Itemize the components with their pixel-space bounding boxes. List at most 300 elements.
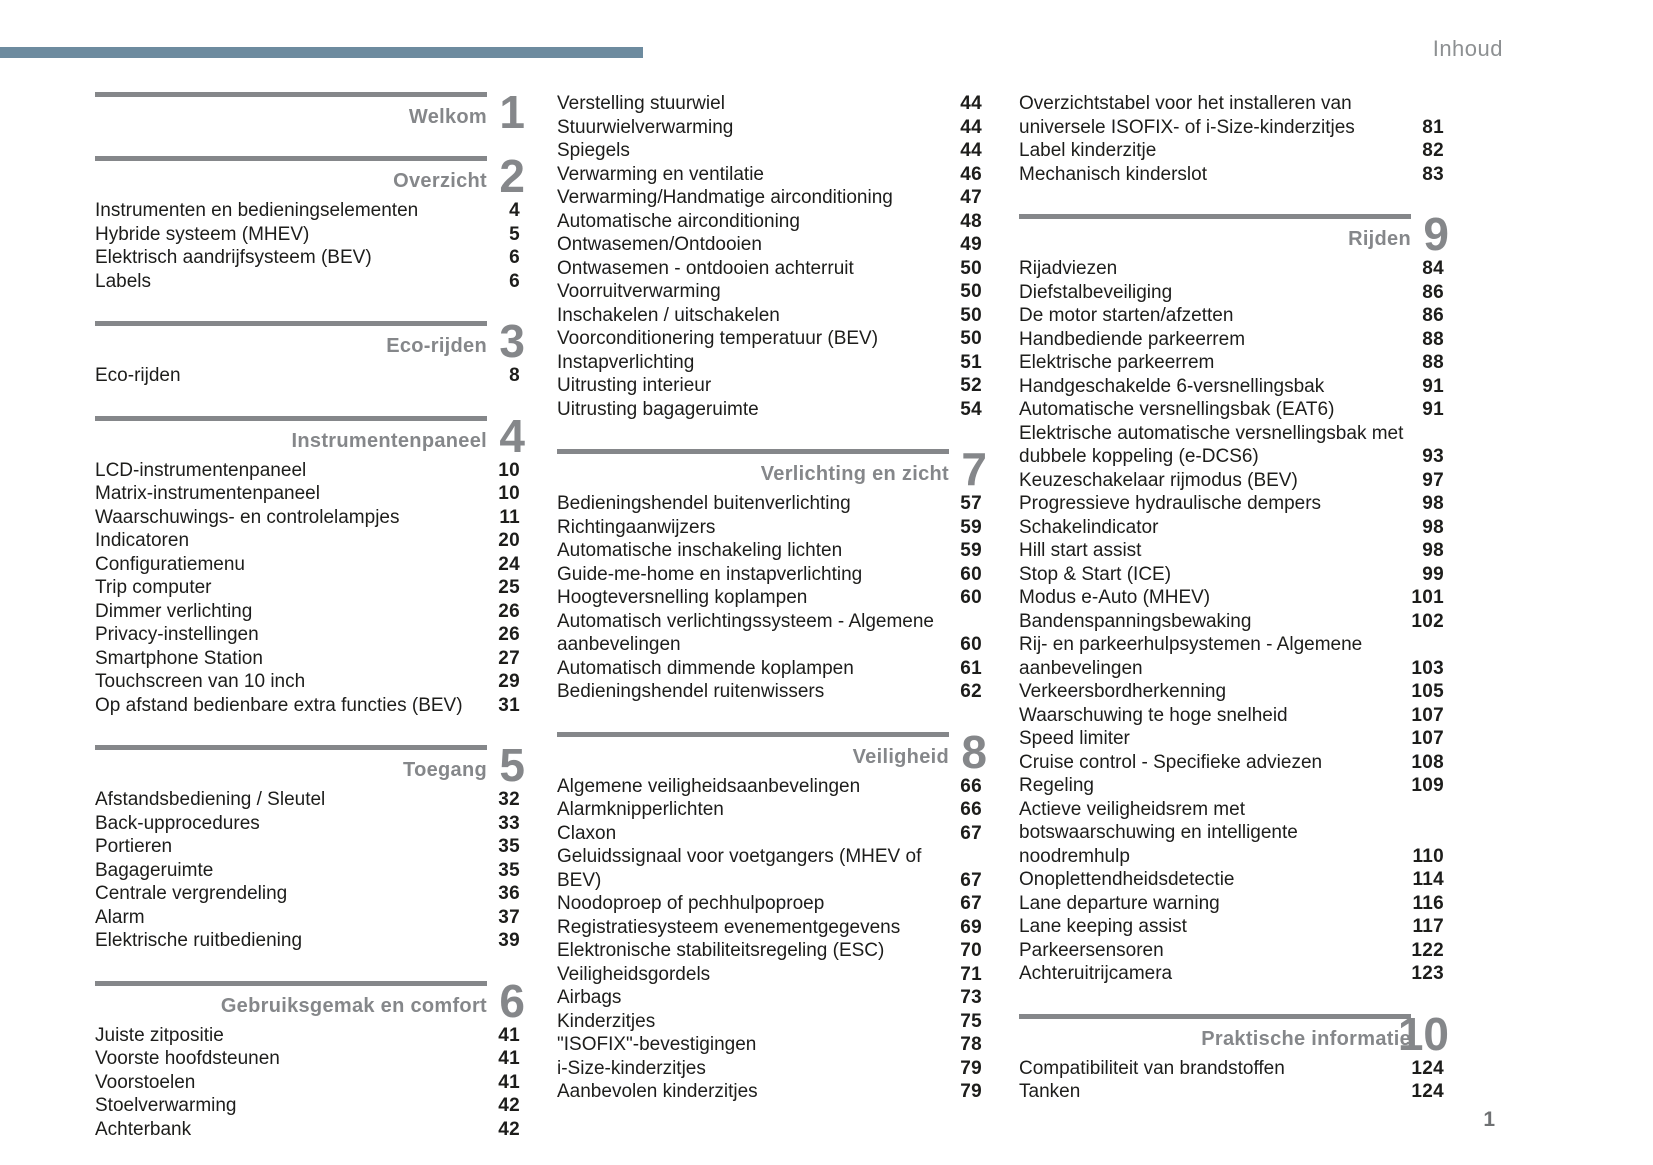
toc-item-label: Hoogteversnelling koplampen — [557, 587, 808, 608]
section-number: 9 — [1423, 208, 1449, 260]
section-item-list — [1019, 1057, 1444, 1104]
section-number: 8 — [961, 725, 987, 778]
toc-column-2 — [557, 92, 987, 1104]
toc-item[interactable] — [557, 986, 982, 1010]
toc-item[interactable] — [557, 775, 982, 799]
toc-item-page: 79 — [960, 1057, 982, 1079]
toc-item[interactable] — [95, 882, 520, 906]
toc-item-label: Actieve veiligheidsrem met botswaarschuwing en intelligente noodremhulp — [1019, 798, 1298, 867]
toc-item-page: 88 — [1422, 352, 1444, 373]
toc-item-page: 5 — [509, 223, 520, 245]
toc-item[interactable] — [1019, 422, 1444, 469]
section-item-list — [1019, 92, 1444, 186]
toc-section-continuation — [557, 92, 982, 421]
toc-item[interactable] — [1019, 163, 1444, 187]
toc-item[interactable] — [1019, 915, 1444, 939]
section-number: 7 — [961, 443, 987, 495]
section-header — [1019, 1007, 1449, 1060]
toc-item[interactable] — [1019, 539, 1444, 563]
toc-item-label: Verkeersbordherkenning — [1019, 681, 1227, 702]
toc-item-page: 49 — [960, 234, 982, 255]
toc-item-label: Aanbevolen kinderzitjes — [557, 1081, 758, 1102]
toc-item-page: 98 — [1422, 493, 1444, 514]
toc-item-label: Label kinderzitje — [1019, 140, 1157, 161]
toc-item[interactable] — [557, 186, 982, 210]
toc-item-label: Cruise control - Specifieke adviezen — [1019, 751, 1323, 773]
toc-item-page: 24 — [498, 553, 520, 575]
toc-item-label: Juiste zitpositie — [95, 1024, 224, 1046]
toc-item[interactable] — [95, 199, 520, 223]
toc-item-page: 10 — [498, 483, 520, 504]
toc-item[interactable] — [95, 246, 520, 270]
toc-item-page: 93 — [1422, 446, 1444, 467]
toc-item-label: Algemene veiligheidsaanbevelingen — [557, 775, 861, 797]
toc-item[interactable] — [1019, 257, 1444, 281]
toc-item-label: LCD-instrumentenpaneel — [95, 459, 307, 481]
toc-item[interactable] — [557, 1033, 982, 1057]
toc-item-label: Handbediende parkeerrem — [1019, 328, 1246, 350]
toc-item[interactable] — [557, 586, 982, 610]
toc-item-label: Configuratiemenu — [95, 553, 245, 575]
section-header — [95, 86, 525, 138]
toc-item[interactable] — [1019, 1057, 1444, 1081]
toc-item-label: Voorconditionering temperatuur (BEV) — [557, 328, 879, 349]
toc-item-label: Uitrusting bagageruimte — [557, 398, 759, 420]
toc-item-label: Stuurwielverwarming — [557, 116, 734, 138]
toc-item-page: 75 — [960, 1010, 982, 1032]
toc-item-label: Automatisch verlichtingssysteem - Algemene aanbevelingen — [557, 610, 934, 655]
toc-item-label: Voorstoelen — [95, 1071, 196, 1093]
toc-item-label: Overzichtstabel voor het installeren van universele ISOFIX- of i-Size-kinderzitjes — [1019, 93, 1355, 138]
section-number: 1 — [499, 86, 525, 138]
toc-item-page: 29 — [498, 671, 520, 692]
toc-item-page: 67 — [960, 822, 982, 844]
toc-item-page: 61 — [960, 657, 982, 679]
toc-item[interactable] — [95, 270, 520, 294]
toc-item-label: Verstelling stuurwiel — [557, 93, 725, 114]
toc-section-continuation — [1019, 92, 1444, 186]
section-item-list — [95, 364, 520, 388]
toc-item-page: 33 — [498, 812, 520, 834]
toc-item-page: 35 — [498, 859, 520, 881]
toc-item-page: 69 — [960, 916, 982, 938]
toc-item-page: 66 — [960, 799, 982, 820]
toc-item-label: Achterbank — [95, 1118, 192, 1140]
toc-item[interactable] — [557, 374, 982, 398]
toc-item-page: 81 — [1422, 116, 1444, 138]
toc-item[interactable] — [557, 845, 982, 892]
toc-item[interactable] — [557, 892, 982, 916]
toc-item-page: 108 — [1411, 751, 1444, 773]
toc-item-page: 50 — [960, 281, 982, 302]
toc-item-page: 48 — [960, 210, 982, 232]
toc-item[interactable] — [1019, 351, 1444, 375]
toc-item-page: 98 — [1422, 516, 1444, 538]
toc-item-label: Instrumenten en bedieningselementen — [95, 200, 419, 221]
toc-item-label: Tanken — [1019, 1081, 1081, 1102]
toc-item-label: Geluidssignaal voor voetgangers (MHEV of BEV) — [557, 846, 922, 891]
toc-item-page: 116 — [1412, 892, 1444, 914]
section-item-list — [1019, 257, 1444, 986]
section-title: Gebruiksgemak en comfort — [220, 994, 487, 1017]
toc-item-page: 82 — [1422, 140, 1444, 161]
toc-item-page: 107 — [1411, 728, 1444, 749]
toc-columns — [95, 86, 1449, 1141]
toc-item[interactable] — [95, 1094, 520, 1118]
toc-section — [95, 409, 525, 718]
toc-item[interactable] — [95, 1071, 520, 1095]
toc-item[interactable] — [95, 459, 520, 483]
section-title: Instrumentenpaneel — [291, 429, 487, 452]
toc-item[interactable] — [1019, 892, 1444, 916]
toc-item-label: Lane departure warning — [1019, 892, 1220, 914]
toc-item-page: 117 — [1412, 916, 1444, 937]
toc-item-page: 124 — [1411, 1057, 1444, 1079]
toc-item[interactable] — [1019, 704, 1444, 728]
toc-item[interactable] — [557, 304, 982, 328]
toc-item-page: 99 — [1422, 563, 1444, 585]
section-item-list — [557, 92, 982, 421]
toc-item[interactable] — [557, 657, 982, 681]
toc-item-page: 50 — [960, 328, 982, 349]
toc-item[interactable] — [557, 539, 982, 563]
toc-item[interactable] — [557, 92, 982, 116]
toc-item-page: 66 — [960, 775, 982, 797]
toc-item-label: Inschakelen / uitschakelen — [557, 304, 780, 326]
toc-item-label: Rijadviezen — [1019, 258, 1118, 279]
toc-item[interactable] — [557, 563, 982, 587]
section-title: Rijden — [1348, 228, 1411, 250]
toc-item-label: Automatisch dimmende koplampen — [557, 657, 854, 679]
toc-section — [95, 974, 525, 1142]
toc-item[interactable] — [95, 1118, 520, 1142]
toc-item[interactable] — [1019, 328, 1444, 352]
toc-item[interactable] — [95, 623, 520, 647]
toc-item-label: Ontwasemen - ontdooien achterruit — [557, 257, 854, 279]
toc-item-label: Uitrusting interieur — [557, 375, 712, 396]
toc-item[interactable] — [557, 1010, 982, 1034]
toc-item[interactable] — [1019, 586, 1444, 610]
toc-item-label: Bedieningshendel buitenverlichting — [557, 493, 851, 514]
toc-item[interactable] — [1019, 680, 1444, 704]
toc-item-label: Elektrische automatische versnellingsbak met dubbele koppeling (e-DCS6) — [1019, 422, 1404, 467]
toc-item-page: 67 — [960, 869, 982, 891]
section-number: 5 — [499, 739, 525, 791]
toc-item-page: 44 — [960, 140, 982, 161]
toc-item[interactable] — [1019, 727, 1444, 751]
toc-item[interactable] — [557, 257, 982, 281]
toc-item[interactable] — [95, 647, 520, 671]
toc-item-page: 78 — [960, 1034, 982, 1055]
toc-item-label: Handgeschakelde 6-versnellingsbak — [1019, 375, 1325, 397]
toc-item-page: 41 — [498, 1024, 520, 1046]
toc-item[interactable] — [557, 163, 982, 187]
toc-item-label: Regeling — [1019, 775, 1094, 796]
toc-item-label: Noodoproep of pechhulpoproep — [557, 893, 825, 914]
toc-item[interactable] — [557, 233, 982, 257]
toc-item[interactable] — [557, 398, 982, 422]
toc-column-3 — [1019, 92, 1449, 1104]
toc-item-label: Mechanisch kinderslot — [1019, 163, 1207, 185]
toc-item-page: 88 — [1422, 328, 1444, 350]
section-title: Verlichting en zicht — [760, 463, 949, 485]
toc-item[interactable] — [95, 600, 520, 624]
toc-item[interactable] — [95, 364, 520, 388]
toc-item[interactable] — [95, 812, 520, 836]
toc-item-page: 102 — [1411, 610, 1444, 632]
toc-item-label: Verwarming en ventilatie — [557, 163, 764, 185]
toc-item-label: Bandenspanningsbewaking — [1019, 610, 1252, 632]
toc-item[interactable] — [557, 492, 982, 516]
toc-item-page: 84 — [1422, 258, 1444, 279]
section-header — [1019, 208, 1449, 260]
toc-item-page: 107 — [1411, 704, 1444, 726]
toc-section — [1019, 208, 1449, 986]
section-item-list — [95, 1024, 520, 1142]
toc-column-1 — [95, 86, 525, 1141]
toc-item-page: 57 — [960, 493, 982, 514]
section-header — [557, 725, 987, 778]
toc-item-page: 52 — [960, 375, 982, 396]
toc-item[interactable] — [1019, 492, 1444, 516]
toc-item-page: 114 — [1412, 869, 1444, 890]
toc-item-label: Touchscreen van 10 inch — [95, 671, 306, 692]
section-header — [95, 739, 525, 791]
section-item-list — [95, 459, 520, 718]
toc-item[interactable] — [95, 694, 520, 718]
toc-item-page: 42 — [498, 1118, 520, 1140]
toc-item-label: Portieren — [95, 836, 173, 857]
section-item-list — [557, 492, 982, 704]
section-header — [95, 409, 525, 462]
section-item-list — [557, 775, 982, 1104]
toc-item-label: Voorste hoofdsteunen — [95, 1048, 280, 1069]
toc-item-label: Automatische versnellingsbak (EAT6) — [1019, 399, 1335, 420]
toc-item[interactable] — [557, 822, 982, 846]
toc-item[interactable] — [557, 939, 982, 963]
toc-item[interactable] — [1019, 398, 1444, 422]
toc-item[interactable] — [557, 516, 982, 540]
toc-item-page: 98 — [1422, 540, 1444, 561]
toc-item-page: 86 — [1422, 281, 1444, 303]
toc-item-page: 71 — [960, 963, 982, 985]
toc-item[interactable] — [95, 1047, 520, 1071]
section-header — [95, 150, 525, 202]
toc-item[interactable] — [557, 210, 982, 234]
toc-item-page: 73 — [960, 987, 982, 1008]
toc-item[interactable] — [1019, 92, 1444, 139]
toc-item[interactable] — [1019, 563, 1444, 587]
toc-item-page: 51 — [960, 351, 982, 373]
toc-item[interactable] — [95, 788, 520, 812]
toc-item[interactable] — [1019, 1080, 1444, 1104]
toc-item[interactable] — [95, 1024, 520, 1048]
toc-item-page: 25 — [498, 577, 520, 598]
section-header — [95, 315, 525, 367]
section-item-list — [95, 788, 520, 953]
toc-item-label: Waarschuwings- en controlelampjes — [95, 506, 400, 528]
toc-item[interactable] — [1019, 516, 1444, 540]
toc-item[interactable] — [1019, 868, 1444, 892]
toc-item-label: Claxon — [557, 822, 617, 844]
toc-item[interactable] — [1019, 798, 1444, 869]
toc-item-label: Airbags — [557, 987, 622, 1008]
toc-item[interactable] — [557, 680, 982, 704]
toc-item[interactable] — [95, 906, 520, 930]
toc-item-label: Richtingaanwijzers — [557, 516, 716, 538]
toc-item-page: 42 — [498, 1095, 520, 1116]
toc-section — [557, 443, 987, 704]
toc-item[interactable] — [95, 482, 520, 506]
toc-item-page: 60 — [960, 563, 982, 585]
section-item-list — [95, 199, 520, 293]
toc-item[interactable] — [95, 929, 520, 953]
toc-item[interactable] — [1019, 633, 1444, 680]
toc-item-page: 41 — [498, 1071, 520, 1093]
toc-item-page: 46 — [960, 163, 982, 185]
toc-item[interactable] — [557, 1080, 982, 1104]
toc-item-label: Back-upprocedures — [95, 812, 260, 834]
toc-item-label: Privacy-instellingen — [95, 624, 259, 645]
toc-item[interactable] — [1019, 281, 1444, 305]
toc-item-page: 97 — [1422, 469, 1444, 491]
toc-item[interactable] — [1019, 751, 1444, 775]
section-number: 3 — [499, 315, 525, 367]
toc-item-label: i-Size-kinderzitjes — [557, 1057, 706, 1079]
section-header — [95, 974, 525, 1027]
toc-item-page: 6 — [509, 247, 520, 268]
toc-section — [95, 150, 525, 293]
toc-item-page: 11 — [499, 506, 520, 528]
toc-item[interactable] — [557, 798, 982, 822]
toc-item-page: 6 — [509, 270, 520, 292]
toc-item-label: Stop & Start (ICE) — [1019, 563, 1172, 585]
toc-item-page: 31 — [498, 694, 520, 716]
toc-item-label: Modus e-Auto (MHEV) — [1019, 587, 1211, 608]
toc-item-label: Alarm — [95, 906, 145, 928]
toc-item-page: 27 — [498, 647, 520, 669]
toc-item-page: 62 — [960, 681, 982, 702]
toc-item-page: 50 — [960, 304, 982, 326]
toc-item-page: 91 — [1422, 375, 1444, 397]
toc-item-page: 101 — [1411, 587, 1444, 608]
toc-item-label: Hill start assist — [1019, 540, 1142, 561]
toc-section — [95, 315, 525, 388]
toc-item-label: Automatische airconditioning — [557, 210, 800, 232]
toc-item-page: 110 — [1412, 845, 1444, 867]
toc-item[interactable] — [557, 963, 982, 987]
section-title: Veiligheid — [852, 745, 949, 768]
toc-item-page: 67 — [960, 893, 982, 914]
toc-section — [95, 739, 525, 953]
toc-item[interactable] — [557, 116, 982, 140]
toc-item-label: Speed limiter — [1019, 728, 1130, 749]
toc-item[interactable] — [1019, 139, 1444, 163]
toc-item-page: 39 — [498, 930, 520, 951]
toc-item[interactable] — [1019, 375, 1444, 399]
toc-item[interactable] — [1019, 774, 1444, 798]
toc-item-label: Bedieningshendel ruitenwissers — [557, 681, 825, 702]
toc-item[interactable] — [1019, 939, 1444, 963]
toc-item-label: Elektrische ruitbediening — [95, 930, 303, 951]
section-title: Toegang — [403, 759, 487, 781]
toc-item-page: 79 — [960, 1081, 982, 1102]
toc-item[interactable] — [95, 506, 520, 530]
toc-item-label: Onoplettendheidsdetectie — [1019, 869, 1235, 890]
toc-item-page: 36 — [498, 883, 520, 904]
section-title: Welkom — [408, 106, 487, 128]
toc-section — [1019, 1007, 1449, 1104]
toc-item-label: Op afstand bedienbare extra functies (BEV) — [95, 694, 463, 716]
toc-item[interactable] — [1019, 469, 1444, 493]
toc-item[interactable] — [1019, 962, 1444, 986]
toc-item-page: 44 — [960, 93, 982, 114]
toc-section — [557, 725, 987, 1104]
section-number: 2 — [499, 150, 525, 202]
toc-item[interactable] — [557, 351, 982, 375]
toc-item[interactable] — [95, 553, 520, 577]
toc-item-label: De motor starten/afzetten — [1019, 305, 1234, 326]
toc-item-label: Elektronische stabiliteitsregeling (ESC) — [557, 940, 885, 961]
toc-item-label: Automatische inschakeling lichten — [557, 540, 843, 561]
section-number: 10 — [1397, 1007, 1449, 1060]
toc-item-label: Elektrische parkeerrem — [1019, 352, 1215, 373]
toc-item-label: Trip computer — [95, 577, 212, 598]
toc-item-label: "ISOFIX"-bevestigingen — [557, 1034, 757, 1055]
toc-item[interactable] — [95, 529, 520, 553]
toc-item[interactable] — [95, 576, 520, 600]
toc-item[interactable] — [557, 916, 982, 940]
toc-item-label: Eco-rijden — [95, 365, 181, 386]
toc-item-page: 109 — [1411, 775, 1444, 796]
toc-item-label: Keuzeschakelaar rijmodus (BEV) — [1019, 469, 1298, 491]
toc-item-page: 83 — [1422, 163, 1444, 185]
toc-item-page: 35 — [498, 836, 520, 857]
toc-item[interactable] — [95, 859, 520, 883]
toc-item[interactable] — [557, 327, 982, 351]
toc-item-page: 4 — [509, 200, 520, 221]
toc-item-label: Elektrisch aandrijfsysteem (BEV) — [95, 247, 372, 268]
toc-item-page: 70 — [960, 940, 982, 961]
toc-item[interactable] — [1019, 304, 1444, 328]
section-number: 6 — [499, 974, 525, 1027]
toc-item-page: 26 — [498, 624, 520, 645]
toc-item[interactable] — [557, 610, 982, 657]
toc-item-label: Matrix-instrumentenpaneel — [95, 483, 320, 504]
toc-item[interactable] — [95, 835, 520, 859]
toc-item-label: Lane keeping assist — [1019, 916, 1187, 937]
page-header-label: Inhoud — [1432, 36, 1503, 61]
toc-item[interactable] — [557, 139, 982, 163]
toc-item[interactable] — [95, 670, 520, 694]
section-title: Praktische informatie — [1201, 1027, 1411, 1050]
toc-item[interactable] — [557, 1057, 982, 1081]
toc-item-label: Veiligheidsgordels — [557, 963, 711, 985]
toc-item-page: 123 — [1411, 963, 1444, 984]
toc-item-page: 105 — [1411, 681, 1444, 702]
toc-item-label: Instapverlichting — [557, 351, 695, 373]
toc-item[interactable] — [95, 223, 520, 247]
toc-item-page: 59 — [960, 516, 982, 538]
toc-item-page: 26 — [498, 600, 520, 622]
toc-item-label: Indicatoren — [95, 530, 190, 551]
toc-item[interactable] — [1019, 610, 1444, 634]
toc-item-label: Dimmer verlichting — [95, 600, 253, 622]
toc-item-label: Registratiesysteem evenementgegevens — [557, 916, 901, 938]
toc-item[interactable] — [557, 280, 982, 304]
toc-section — [95, 86, 525, 138]
toc-item-label: Alarmknipperlichten — [557, 799, 724, 820]
